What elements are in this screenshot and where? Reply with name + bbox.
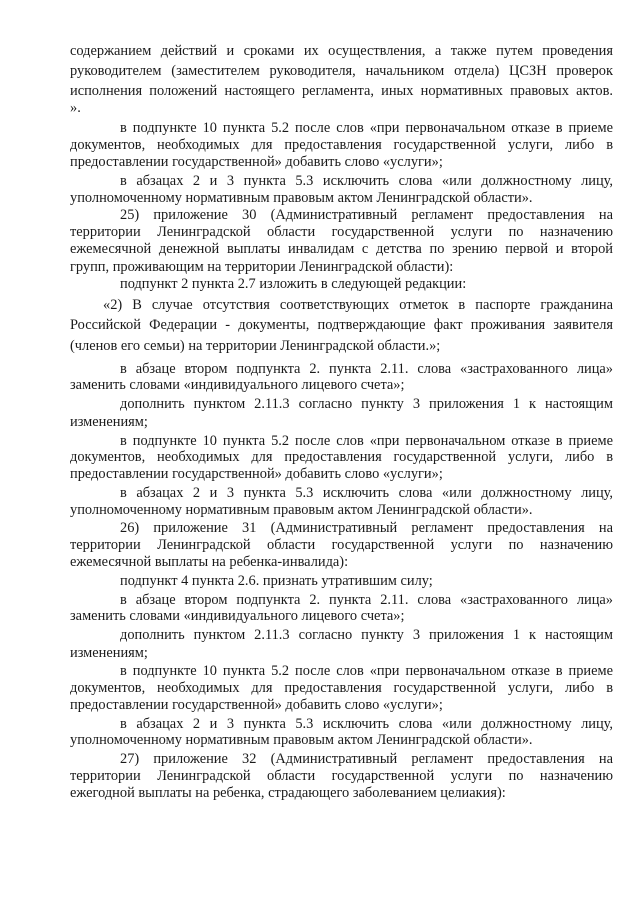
text-line: ежемесячной выплаты на ребенка-инвалида): <box>70 554 349 570</box>
text-line: подпункт 4 пункта 2.6. признать утратившим силу; <box>120 573 433 589</box>
text-line: территории Ленинградской области государственной услуги по назначению <box>70 537 613 553</box>
text-line: исполнения положений настоящего регламента, иных нормативных правовых актов. <box>70 83 613 99</box>
text-line: документов, необходимых для предоставления государственной услуги, либо в <box>70 137 613 153</box>
text-line: в подпункте 10 пункта 5.2 после слов «при первоначальном отказе в приеме <box>120 120 613 136</box>
text-line: изменениям; <box>70 414 148 430</box>
text-line: в абзаце втором подпункта 2. пункта 2.11. слова «застрахованного лица» <box>120 361 613 377</box>
text-line: Российской Федерации - документы, подтверждающие факт проживания заявителя <box>70 317 613 333</box>
text-line: 25) приложение 30 (Административный регламент предоставления на <box>120 207 613 223</box>
text-line: уполномоченному нормативным правовым актом Ленинградской области». <box>70 732 533 748</box>
text-line: в абзацах 2 и 3 пункта 5.3 исключить слова «или должностному лицу, <box>120 485 613 501</box>
text-line: ежемесячной денежной выплаты инвалидам с детства по зрению первой и второй <box>70 241 613 257</box>
text-line: (членов его семьи) на территории Ленинградской области.»; <box>70 338 441 354</box>
text-line: «2) В случае отсутствия соответствующих отметок в паспорте гражданина <box>103 297 613 313</box>
text-line: заменить словами «индивидуального лицевого счета»; <box>70 377 405 393</box>
text-line: подпункт 2 пункта 2.7 изложить в следующей редакции: <box>120 276 467 292</box>
text-line: в абзаце втором подпункта 2. пункта 2.11. слова «застрахованного лица» <box>120 592 613 608</box>
text-line: документов, необходимых для предоставления государственной услуги, либо в <box>70 680 613 696</box>
text-line: 26) приложение 31 (Административный регламент предоставления на <box>120 520 613 536</box>
text-line: в абзацах 2 и 3 пункта 5.3 исключить слова «или должностному лицу, <box>120 173 613 189</box>
text-line: изменениям; <box>70 645 148 661</box>
text-line: ежегодной выплаты на ребенка, страдающего заболеванием целиакия): <box>70 785 506 801</box>
text-line: дополнить пунктом 2.11.3 согласно пункту 3 приложения 1 к настоящим <box>120 627 613 643</box>
text-line: уполномоченному нормативным правовым актом Ленинградской области». <box>70 502 533 518</box>
text-line: документов, необходимых для предоставления государственной услуги, либо в <box>70 449 613 465</box>
text-line: предоставлении государственной» добавить слово «услуги»; <box>70 697 443 713</box>
text-line: 27) приложение 32 (Административный регламент предоставления на <box>120 751 613 767</box>
text-line: уполномоченному нормативным правовым актом Ленинградской области». <box>70 190 533 206</box>
text-line: в подпункте 10 пункта 5.2 после слов «при первоначальном отказе в приеме <box>120 663 613 679</box>
text-line: дополнить пунктом 2.11.3 согласно пункту 3 приложения 1 к настоящим <box>120 396 613 412</box>
text-line: территории Ленинградской области государственной услуги по назначению <box>70 768 613 784</box>
text-line: заменить словами «индивидуального лицевого счета»; <box>70 608 405 624</box>
text-line: в абзацах 2 и 3 пункта 5.3 исключить слова «или должностному лицу, <box>120 716 613 732</box>
text-line: предоставлении государственной» добавить слово «услуги»; <box>70 466 443 482</box>
text-line: групп, проживающим на территории Ленинградской области): <box>70 259 454 275</box>
text-line: в подпункте 10 пункта 5.2 после слов «при первоначальном отказе в приеме <box>120 433 613 449</box>
text-line: территории Ленинградской области государственной услуги по назначению <box>70 224 613 240</box>
text-line: предоставлении государственной» добавить слово «услуги»; <box>70 154 443 170</box>
text-line: ». <box>70 100 81 116</box>
text-line: руководителем (заместителем руководителя, начальником отдела) ЦСЗН проверок <box>70 63 613 79</box>
text-line: содержанием действий и сроками их осуществления, а также путем проведения <box>70 43 613 59</box>
